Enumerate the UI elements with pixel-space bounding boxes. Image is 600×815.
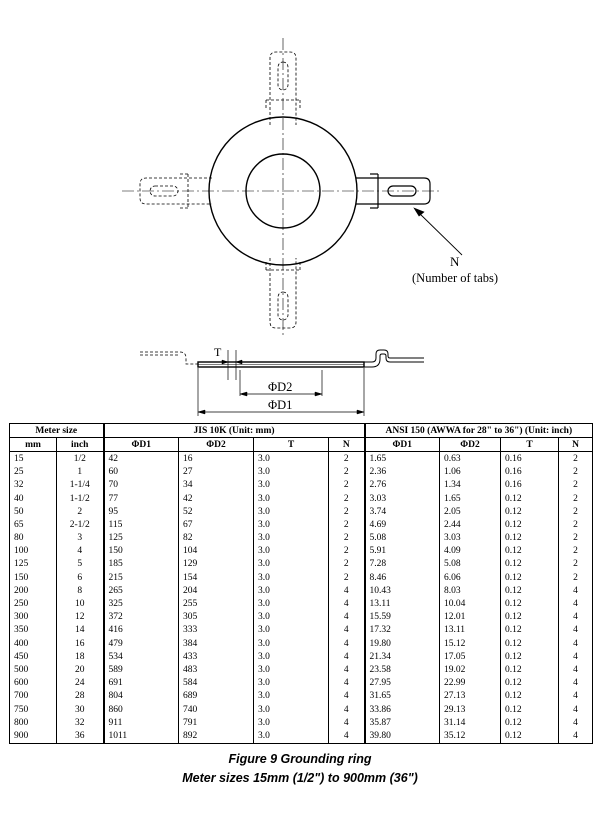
table-cell: 34 (179, 479, 254, 492)
table-cell: 82 (179, 532, 254, 545)
table-row (10, 716, 593, 729)
table-row (10, 584, 593, 597)
table-cell: 892 (179, 729, 254, 743)
table-cell: 0.12 (501, 545, 559, 558)
table-cell: 215 (104, 571, 179, 584)
table-cell: 10.04 (440, 597, 501, 610)
table-cell: 0.12 (501, 690, 559, 703)
table-cell: 2 (329, 558, 365, 571)
table-cell: 3.0 (254, 558, 329, 571)
table-row (10, 677, 593, 690)
table-cell: 1/2 (57, 452, 104, 466)
table-cell: 4 (559, 663, 593, 676)
table-cell: 3.0 (254, 650, 329, 663)
table-cell: 17.05 (440, 650, 501, 663)
table-cell: 3.0 (254, 663, 329, 676)
table-cell: 8.03 (440, 584, 501, 597)
table-cell: 39.80 (365, 729, 440, 743)
table-cell: 2.36 (365, 466, 440, 479)
table-cell: 30 (57, 703, 104, 716)
table-cell: 2 (329, 545, 365, 558)
table-cell: 4 (329, 624, 365, 637)
col-header-ansi-t: T (501, 438, 559, 452)
table-cell: 12 (57, 611, 104, 624)
table-cell: 433 (179, 650, 254, 663)
table-cell: 42 (104, 452, 179, 466)
table-cell: 60 (104, 466, 179, 479)
table-cell: 2 (559, 532, 593, 545)
table-cell: 2 (57, 505, 104, 518)
table-cell: 2.44 (440, 518, 501, 531)
table-cell: 4 (57, 545, 104, 558)
table-cell: 3.0 (254, 545, 329, 558)
table-cell: 4 (559, 637, 593, 650)
tab-label-description: (Number of tabs) (412, 271, 499, 285)
table-cell: 18 (57, 650, 104, 663)
table-cell: 900 (10, 729, 57, 743)
table-cell: 3.0 (254, 703, 329, 716)
table-cell: 589 (104, 663, 179, 676)
table-cell: 1 (57, 466, 104, 479)
table-cell: 22.99 (440, 677, 501, 690)
col-header-ansi-d2: ΦD2 (440, 438, 501, 452)
table-cell: 4 (329, 690, 365, 703)
table-cell: 35.87 (365, 716, 440, 729)
table-cell: 4 (329, 584, 365, 597)
table-cell: 32 (10, 479, 57, 492)
table-row (10, 703, 593, 716)
table-cell: 0.16 (501, 452, 559, 466)
side-bent-tab (364, 350, 424, 367)
table-cell: 534 (104, 650, 179, 663)
table-cell: 2-1/2 (57, 518, 104, 531)
table-cell: 3.0 (254, 492, 329, 505)
table-row (10, 492, 593, 505)
table-cell: 80 (10, 532, 57, 545)
table-cell: 600 (10, 677, 57, 690)
dimension-d2-label: ΦD2 (268, 380, 293, 394)
meter-size-header: Meter size (10, 424, 104, 438)
table-cell: 0.12 (501, 624, 559, 637)
side-dashed-tab (140, 352, 198, 364)
table-cell: 3.0 (254, 584, 329, 597)
table-cell: 2 (329, 571, 365, 584)
table-cell: 2 (559, 505, 593, 518)
table-cell: 6.06 (440, 571, 501, 584)
table-cell: 4 (559, 597, 593, 610)
table-cell: 0.12 (501, 505, 559, 518)
table-cell: 4 (329, 677, 365, 690)
table-cell: 0.12 (501, 558, 559, 571)
table-cell: 150 (10, 571, 57, 584)
table-row (10, 545, 593, 558)
table-cell: 0.16 (501, 479, 559, 492)
table-cell: 3.0 (254, 637, 329, 650)
table-row (10, 637, 593, 650)
table-row (10, 505, 593, 518)
table-cell: 1.65 (365, 452, 440, 466)
table-cell: 1-1/4 (57, 479, 104, 492)
col-header-jis-t: T (254, 438, 329, 452)
dimension-d1-label: ΦD1 (268, 398, 293, 412)
table-cell: 0.12 (501, 729, 559, 743)
table-cell: 4 (559, 584, 593, 597)
table-cell: 13.11 (365, 597, 440, 610)
table-cell: 372 (104, 611, 179, 624)
table-cell: 1.65 (440, 492, 501, 505)
table-cell: 23.58 (365, 663, 440, 676)
ansi-header: ANSI 150 (AWWA for 28" to 36") (Unit: inch) (365, 424, 593, 438)
table-cell: 20 (57, 663, 104, 676)
table-cell: 4 (559, 703, 593, 716)
table-cell: 3.0 (254, 624, 329, 637)
table-cell: 3.0 (254, 677, 329, 690)
table-cell: 3.0 (254, 690, 329, 703)
figure-caption-title: Figure 9 Grounding ring (228, 752, 372, 766)
table-cell: 0.12 (501, 663, 559, 676)
table-cell: 911 (104, 716, 179, 729)
table-row (10, 466, 593, 479)
table-cell: 19.80 (365, 637, 440, 650)
table-row (10, 611, 593, 624)
table-cell: 24 (57, 677, 104, 690)
table-cell: 42 (179, 492, 254, 505)
table-cell: 3.0 (254, 729, 329, 743)
dimension-t-label: T (214, 345, 222, 359)
table-cell: 52 (179, 505, 254, 518)
table-cell: 4 (559, 690, 593, 703)
table-cell: 27.95 (365, 677, 440, 690)
table-cell: 1-1/2 (57, 492, 104, 505)
table-cell: 1.34 (440, 479, 501, 492)
table-cell: 750 (10, 703, 57, 716)
table-cell: 77 (104, 492, 179, 505)
col-header-ansi-n: N (559, 438, 593, 452)
table-cell: 31.65 (365, 690, 440, 703)
table-cell: 204 (179, 584, 254, 597)
table-cell: 29.13 (440, 703, 501, 716)
table-row (10, 479, 593, 492)
table-cell: 3.0 (254, 611, 329, 624)
dimensions-table (9, 423, 593, 744)
table-cell: 2.05 (440, 505, 501, 518)
col-header-jis-d1: ΦD1 (104, 438, 179, 452)
table-row (10, 532, 593, 545)
table-cell: 325 (104, 597, 179, 610)
table-cell: 2 (559, 571, 593, 584)
table-cell: 5.08 (440, 558, 501, 571)
table-cell: 104 (179, 545, 254, 558)
table-cell: 2 (559, 558, 593, 571)
table-cell: 12.01 (440, 611, 501, 624)
table-cell: 25 (10, 466, 57, 479)
table-cell: 15 (10, 452, 57, 466)
table-cell: 0.12 (501, 597, 559, 610)
jis-header: JIS 10K (Unit: mm) (104, 424, 365, 438)
table-cell: 4 (559, 677, 593, 690)
table-cell: 0.12 (501, 650, 559, 663)
table-cell: 0.12 (501, 677, 559, 690)
table-cell: 3.0 (254, 716, 329, 729)
tab-label-n: N (450, 254, 460, 269)
table-cell: 2 (559, 479, 593, 492)
table-cell: 14 (57, 624, 104, 637)
table-row (10, 650, 593, 663)
table-cell: 3.0 (254, 466, 329, 479)
table-cell: 6 (57, 571, 104, 584)
table-row (10, 558, 593, 571)
table-cell: 3.0 (254, 518, 329, 531)
table-cell: 804 (104, 690, 179, 703)
table-cell: 689 (179, 690, 254, 703)
table-row (10, 597, 593, 610)
table-cell: 0.12 (501, 703, 559, 716)
table-cell: 4 (329, 611, 365, 624)
table-cell: 154 (179, 571, 254, 584)
table-cell: 3.03 (440, 532, 501, 545)
table-cell: 305 (179, 611, 254, 624)
table-cell: 0.12 (501, 532, 559, 545)
ring-top-view (122, 38, 462, 338)
table-cell: 691 (104, 677, 179, 690)
table-cell: 3.0 (254, 452, 329, 466)
table-cell: 10 (57, 597, 104, 610)
table-cell: 28 (57, 690, 104, 703)
table-cell: 479 (104, 637, 179, 650)
table-cell: 3.0 (254, 532, 329, 545)
table-cell: 791 (179, 716, 254, 729)
figure-caption-subtitle: Meter sizes 15mm (1/2") to 900mm (36") (182, 771, 418, 785)
table-cell: 2 (329, 532, 365, 545)
table-cell: 584 (179, 677, 254, 690)
table-cell: 3.0 (254, 479, 329, 492)
table-cell: 2 (329, 466, 365, 479)
table-cell: 36 (57, 729, 104, 743)
table-cell: 19.02 (440, 663, 501, 676)
table-cell: 483 (179, 663, 254, 676)
table-cell: 3 (57, 532, 104, 545)
table-cell: 0.63 (440, 452, 501, 466)
table-cell: 4 (559, 611, 593, 624)
table-row (10, 571, 593, 584)
table-cell: 0.12 (501, 584, 559, 597)
table-cell: 0.12 (501, 611, 559, 624)
table-row (10, 624, 593, 637)
table-cell: 150 (104, 545, 179, 558)
table-cell: 3.74 (365, 505, 440, 518)
table-row (10, 518, 593, 531)
table-cell: 2 (329, 479, 365, 492)
table-cell: 129 (179, 558, 254, 571)
col-header-jis-n: N (329, 438, 365, 452)
table-cell: 4 (559, 716, 593, 729)
table-cell: 2.76 (365, 479, 440, 492)
table-cell: 4 (559, 650, 593, 663)
table-cell: 0.12 (501, 637, 559, 650)
table-cell: 1.06 (440, 466, 501, 479)
table-cell: 185 (104, 558, 179, 571)
table-cell: 800 (10, 716, 57, 729)
table-cell: 4 (329, 703, 365, 716)
table-cell: 500 (10, 663, 57, 676)
col-header-mm: mm (10, 438, 57, 452)
table-cell: 300 (10, 611, 57, 624)
sub-header-row (10, 438, 593, 452)
table-cell: 2 (559, 492, 593, 505)
table-cell: 4 (329, 650, 365, 663)
tab-leader-arrowhead (414, 208, 424, 216)
col-header-jis-d2: ΦD2 (179, 438, 254, 452)
table-cell: 35.12 (440, 729, 501, 743)
table-cell: 2 (559, 518, 593, 531)
table-cell: 0.12 (501, 716, 559, 729)
table-cell: 3.03 (365, 492, 440, 505)
table-cell: 4 (329, 597, 365, 610)
col-header-inch: inch (57, 438, 104, 452)
table-cell: 4.09 (440, 545, 501, 558)
table-cell: 333 (179, 624, 254, 637)
table-cell: 27 (179, 466, 254, 479)
table-cell: 4 (329, 729, 365, 743)
table-cell: 2 (559, 452, 593, 466)
table-cell: 33.86 (365, 703, 440, 716)
table-cell: 0.16 (501, 466, 559, 479)
table-cell: 40 (10, 492, 57, 505)
table-cell: 0.12 (501, 571, 559, 584)
table-cell: 70 (104, 479, 179, 492)
table-cell: 125 (104, 532, 179, 545)
table-cell: 2 (559, 466, 593, 479)
table-cell: 4 (559, 624, 593, 637)
table-cell: 1011 (104, 729, 179, 743)
table-cell: 95 (104, 505, 179, 518)
table-cell: 15.59 (365, 611, 440, 624)
table-cell: 2 (329, 492, 365, 505)
table-cell: 0.12 (501, 492, 559, 505)
table-row (10, 663, 593, 676)
table-cell: 200 (10, 584, 57, 597)
table-cell: 13.11 (440, 624, 501, 637)
table-cell: 350 (10, 624, 57, 637)
table-row (10, 452, 593, 466)
table-cell: 4 (329, 663, 365, 676)
table-body (10, 452, 593, 743)
table-cell: 7.28 (365, 558, 440, 571)
tab-leader-line (418, 212, 462, 255)
table-cell: 2 (329, 452, 365, 466)
table-cell: 4 (329, 637, 365, 650)
table-cell: 10.43 (365, 584, 440, 597)
table-cell: 67 (179, 518, 254, 531)
table-row (10, 690, 593, 703)
table-cell: 255 (179, 597, 254, 610)
table-cell: 0.12 (501, 518, 559, 531)
table-cell: 5.08 (365, 532, 440, 545)
table-cell: 21.34 (365, 650, 440, 663)
table-cell: 4.69 (365, 518, 440, 531)
table-cell: 5 (57, 558, 104, 571)
col-header-ansi-d1: ΦD1 (365, 438, 440, 452)
table-cell: 700 (10, 690, 57, 703)
table-cell: 115 (104, 518, 179, 531)
table-cell: 450 (10, 650, 57, 663)
table-cell: 17.32 (365, 624, 440, 637)
table-cell: 27.13 (440, 690, 501, 703)
table-cell: 384 (179, 637, 254, 650)
table-row (10, 729, 593, 743)
table-cell: 3.0 (254, 597, 329, 610)
table-cell: 8.46 (365, 571, 440, 584)
table-cell: 16 (57, 637, 104, 650)
table-cell: 32 (57, 716, 104, 729)
group-header-row (10, 424, 593, 438)
table-cell: 400 (10, 637, 57, 650)
table-cell: 4 (559, 729, 593, 743)
table-cell: 3.0 (254, 571, 329, 584)
table-cell: 740 (179, 703, 254, 716)
table-cell: 2 (329, 505, 365, 518)
table-cell: 16 (179, 452, 254, 466)
table-cell: 100 (10, 545, 57, 558)
table-cell: 265 (104, 584, 179, 597)
table-cell: 250 (10, 597, 57, 610)
table-cell: 860 (104, 703, 179, 716)
table-cell: 8 (57, 584, 104, 597)
table-cell: 4 (329, 716, 365, 729)
table-cell: 416 (104, 624, 179, 637)
table-cell: 31.14 (440, 716, 501, 729)
table-cell: 2 (329, 518, 365, 531)
table-cell: 2 (559, 545, 593, 558)
table-cell: 65 (10, 518, 57, 531)
table-cell: 3.0 (254, 505, 329, 518)
table-cell: 125 (10, 558, 57, 571)
table-cell: 15.12 (440, 637, 501, 650)
table-cell: 5.91 (365, 545, 440, 558)
table-cell: 50 (10, 505, 57, 518)
